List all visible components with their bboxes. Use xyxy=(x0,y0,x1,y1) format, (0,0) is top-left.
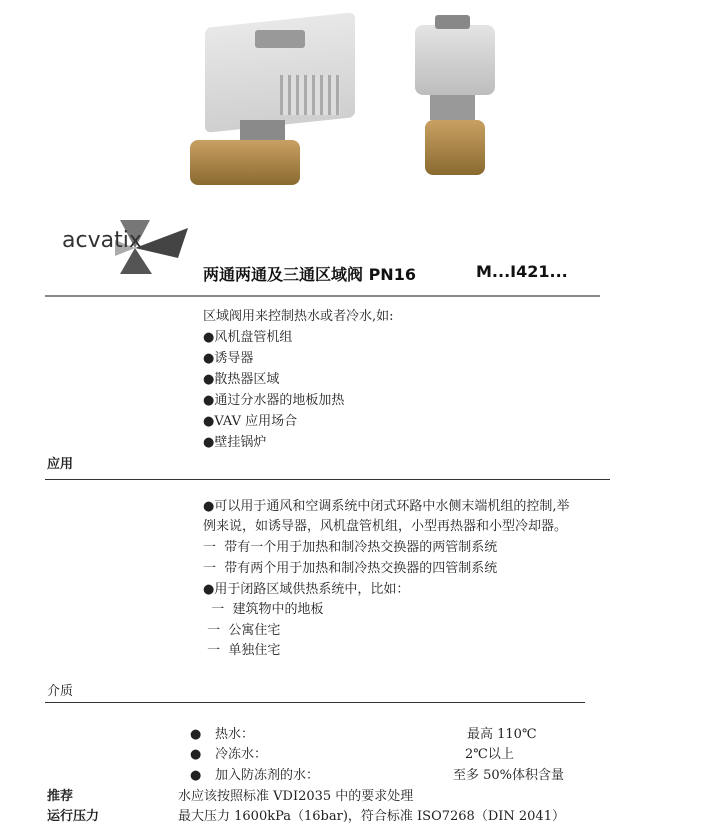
application-line: 一 带有一个用于加热和制冷热交换器的两管制系统 xyxy=(203,540,498,555)
medium-bullet: ● xyxy=(190,727,202,742)
medium-value: 至多 50%体积含量 xyxy=(453,768,565,783)
medium-bullet: ● xyxy=(190,768,202,783)
section-application: 应用 xyxy=(47,457,74,472)
application-line: ●用于闭路区域供热系统中，比如： xyxy=(203,582,410,597)
intro-item: ●通过分水器的地板加热 xyxy=(203,393,345,408)
section-recommend: 推荐 xyxy=(47,789,74,804)
valve-image-three-way xyxy=(410,15,500,185)
title-divider xyxy=(45,295,600,297)
logo-text: acvatix xyxy=(62,228,142,253)
application-divider xyxy=(45,479,610,480)
intro-item: ●壁挂锅炉 xyxy=(203,435,267,450)
intro-lead: 区域阀用来控制热水或者冷水,如: xyxy=(203,309,394,324)
intro-item: ●风机盘管机组 xyxy=(203,330,293,345)
section-pressure: 运行压力 xyxy=(47,809,100,824)
intro-item: ●散热器区域 xyxy=(203,372,280,387)
product-model: M...I421... xyxy=(476,262,568,281)
product-title: 两通两通及三通区域阀 PN16 xyxy=(203,265,416,284)
medium-label: 热水： xyxy=(215,727,255,742)
intro-item: ●诱导器 xyxy=(203,351,254,366)
medium-bullet: ● xyxy=(190,747,202,762)
valve-image-two-way xyxy=(185,5,365,195)
application-line: 例来说，如诱导器，风机盘管机组，小型再热器和小型冷却器。 xyxy=(203,519,568,534)
medium-value: 最高 110℃ xyxy=(467,727,537,742)
application-line: 一 单独住宅 xyxy=(203,643,281,658)
pressure-text: 最大压力 1600kPa（16bar)，符合标准 ISO7268（DIN 2041） xyxy=(178,809,565,824)
application-line: ●可以用于通风和空调系统中闭式环路中水侧末端机组的控制,举 xyxy=(203,499,570,514)
recommend-text: 水应该按照标准 VDI2035 中的要求处理 xyxy=(178,789,414,804)
medium-value: 2℃以上 xyxy=(465,747,514,762)
application-line: 一 带有两个用于加热和制冷热交换器的四管制系统 xyxy=(203,561,498,576)
medium-label: 冷冻水： xyxy=(215,747,268,762)
section-medium: 介质 xyxy=(47,684,74,699)
medium-divider xyxy=(45,702,585,703)
medium-label: 加入防冻剂的水： xyxy=(215,768,320,783)
application-line: 一 建筑物中的地板 xyxy=(203,602,324,617)
application-line: 一 公寓住宅 xyxy=(203,623,281,638)
intro-item: ●VAV 应用场合 xyxy=(203,414,298,429)
acvatix-logo xyxy=(60,218,195,276)
